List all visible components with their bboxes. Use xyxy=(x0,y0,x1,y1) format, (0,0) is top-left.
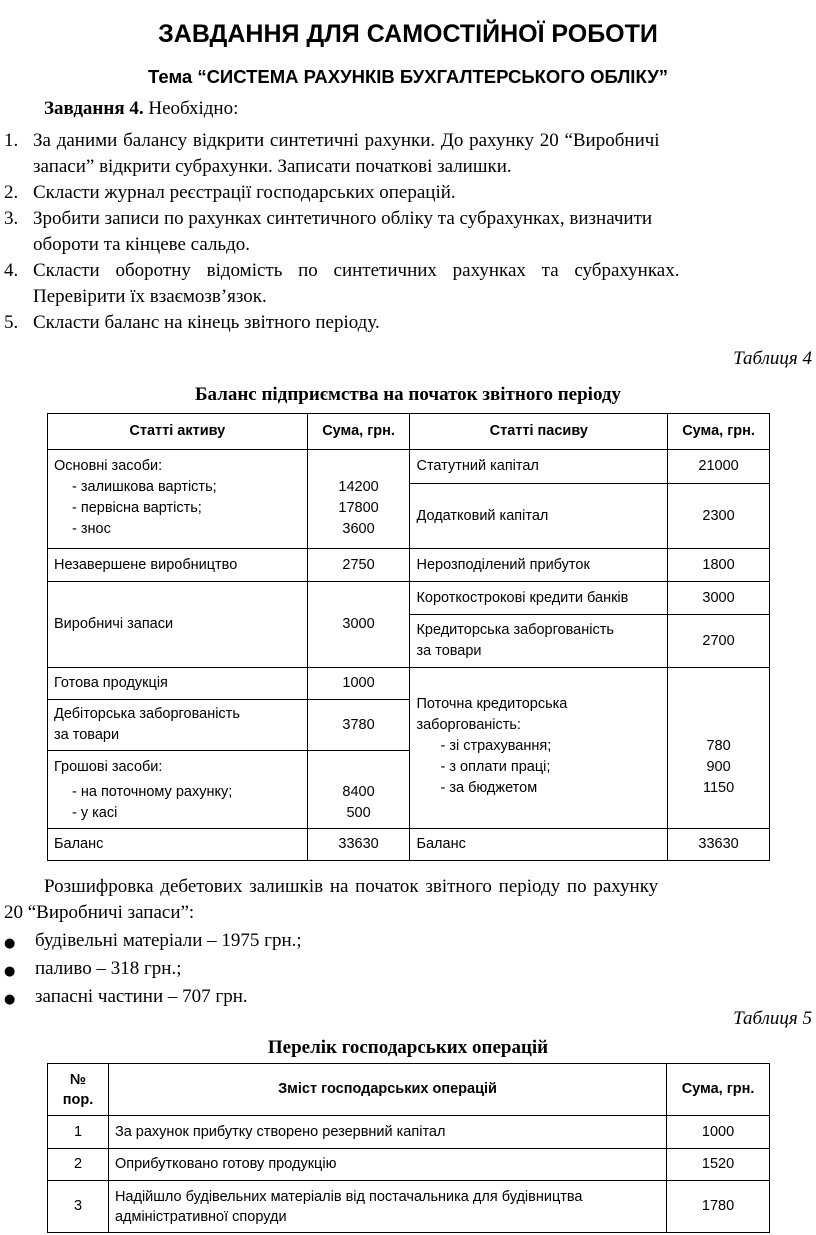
operation-content: Оприбутковано готову продукцію xyxy=(108,1149,666,1181)
list-item-text: паливо – 318 грн.; xyxy=(35,958,182,979)
liability-current-values xyxy=(668,668,770,829)
operation-content-line: адміністративної споруди xyxy=(114,1208,287,1225)
table-header-row xyxy=(48,1064,770,1116)
asset-value: 1000 xyxy=(307,668,410,700)
liability-value: 1150 xyxy=(702,780,735,796)
column-header: Сума, грн. xyxy=(667,1064,770,1116)
paragraph-line: Розшифровка дебетових залишків на початок звітного періоду по рахунку xyxy=(44,876,659,897)
operation-sum: 1000 xyxy=(667,1116,770,1149)
asset-sub-label: - первісна вартість; xyxy=(72,500,202,516)
liability-sub-label: - з оплати праці; xyxy=(440,759,551,775)
asset-sub-label: - у касі xyxy=(72,805,118,821)
list-item-text: запасні частини – 707 грн. xyxy=(35,986,248,1007)
operation-sum: 1780 xyxy=(667,1181,770,1233)
asset-sub-label: - на поточному рахунку; xyxy=(72,784,233,800)
page-title: ЗАВДАННЯ ДЛЯ САМОСТІЙНОЇ РОБОТИ xyxy=(158,20,658,48)
liability-label-line: заборгованість: xyxy=(416,717,521,733)
liability-total-label: Баланс xyxy=(410,829,668,861)
column-header-line: пор. xyxy=(62,1091,94,1108)
task-item-number: 4. xyxy=(4,260,19,281)
liability-value: 1800 xyxy=(668,549,770,582)
asset-value: 2750 xyxy=(307,549,410,582)
asset-value: 8400 xyxy=(342,784,375,800)
liability-total-value: 33630 xyxy=(668,829,770,861)
asset-sub-label: - знос xyxy=(72,521,111,537)
asset-label-line: Дебіторська заборгованість xyxy=(54,706,240,722)
table-row xyxy=(48,450,770,484)
operation-number: 2 xyxy=(48,1149,109,1181)
task-item-number: 2. xyxy=(4,182,19,203)
operation-sum: 1520 xyxy=(667,1149,770,1181)
table5-note: Таблиця 5 xyxy=(733,1008,812,1029)
liability-value: 2700 xyxy=(668,615,770,668)
list-item-text: будівельні матеріали – 1975 грн.; xyxy=(35,930,302,951)
liability-sub-label: - зі страхування; xyxy=(440,738,552,754)
asset-label: Готова продукція xyxy=(48,668,308,700)
asset-label: Незавершене виробництво xyxy=(48,549,308,582)
task-item-line: Скласти оборотну відомість по синтетичних рахунках та субрахунках. xyxy=(33,260,680,281)
asset-value: 17800 xyxy=(338,500,379,516)
asset-value: 14200 xyxy=(338,479,379,495)
balance-table xyxy=(47,413,770,861)
operations-table xyxy=(47,1063,770,1233)
liability-label xyxy=(410,615,668,668)
asset-cash-values xyxy=(307,751,410,829)
task-heading xyxy=(44,96,238,122)
task-item-number: 3. xyxy=(4,208,19,229)
table-row xyxy=(48,668,770,700)
column-header: Сума, грн. xyxy=(668,414,770,450)
asset-label-line: за товари xyxy=(54,727,120,743)
liability-value: 3000 xyxy=(668,582,770,615)
table4-title: Баланс підприємства на початок звітного періоду xyxy=(194,384,622,405)
bullet-icon: ● xyxy=(4,992,16,1007)
liability-value: 780 xyxy=(706,738,731,754)
operation-content: За рахунок прибутку створено резервний капітал xyxy=(108,1116,666,1149)
bullet-icon: ● xyxy=(4,936,16,951)
asset-total-label: Баланс xyxy=(48,829,308,861)
task-item-line: Скласти журнал реєстрації господарських операцій. xyxy=(33,182,456,203)
asset-sub-label: - залишкова вартість; xyxy=(72,479,217,495)
asset-fixed-values xyxy=(307,450,410,549)
column-header: Статті активу xyxy=(48,414,308,450)
liability-label-line: Поточна кредиторська xyxy=(416,696,568,712)
column-header xyxy=(48,1064,109,1116)
table-total-row xyxy=(48,829,770,861)
liability-sub-label: - за бюджетом xyxy=(440,780,538,796)
asset-value: 3000 xyxy=(307,582,410,668)
operation-content xyxy=(108,1181,666,1233)
column-header-line: № xyxy=(69,1071,87,1088)
asset-value: 3600 xyxy=(342,521,375,537)
column-header: Сума, грн. xyxy=(307,414,410,450)
liability-label-line: Кредиторська заборгованість xyxy=(416,622,614,638)
liability-label: Додатковий капітал xyxy=(410,484,668,549)
asset-label: Грошові засоби: xyxy=(54,759,163,775)
table-row xyxy=(48,1116,770,1149)
asset-value: 3780 xyxy=(307,700,410,751)
asset-cash-cell xyxy=(48,751,308,829)
task-item-line: обороти та кінцеве сальдо. xyxy=(33,234,251,255)
asset-label: Виробничі запаси xyxy=(48,582,308,668)
asset-total-value: 33630 xyxy=(307,829,410,861)
paragraph-line: 20 “Виробничі запаси”: xyxy=(4,902,195,923)
task-lead: Необхідно: xyxy=(143,98,239,119)
liability-label: Нерозподілений прибуток xyxy=(410,549,668,582)
list-item xyxy=(4,984,248,1010)
task-item-line: Зробити записи по рахунках синтетичного обліку та субрахунках, визначити xyxy=(33,208,653,229)
table-row xyxy=(48,1149,770,1181)
asset-label: Основні засоби: xyxy=(54,458,163,474)
operation-content-line: Надійшло будівельних матеріалів від постачальника для будівництва xyxy=(114,1188,583,1205)
task-item-number: 1. xyxy=(4,130,19,151)
operation-number: 3 xyxy=(48,1181,109,1233)
task-item-line: запаси” відкрити субрахунки. Записати початкові залишки. xyxy=(33,156,512,177)
liability-value: 21000 xyxy=(668,450,770,484)
task-item-line: Скласти баланс на кінець звітного періоду. xyxy=(33,312,380,333)
topic-heading: Тема “СИСТЕМА РАХУНКІВ БУХГАЛТЕРСЬКОГО ОБЛІКУ” xyxy=(148,66,668,87)
table5-title: Перелік господарських операцій xyxy=(267,1037,549,1058)
table-row xyxy=(48,1181,770,1233)
liability-label-line: за товари xyxy=(416,643,482,659)
task-item-line: За даними балансу відкрити синтетичні рахунки. До рахунку 20 “Виробничі xyxy=(33,130,660,151)
table-row xyxy=(48,582,770,615)
table4-note: Таблиця 4 xyxy=(733,348,812,369)
operation-number: 1 xyxy=(48,1116,109,1149)
liability-value: 2300 xyxy=(668,484,770,549)
liability-current-cell xyxy=(410,668,668,829)
column-header: Статті пасиву xyxy=(410,414,668,450)
list-item xyxy=(4,956,182,982)
asset-value: 500 xyxy=(346,805,371,821)
task-item-line: Перевірити їх взаємозв’язок. xyxy=(33,286,267,307)
column-header: Зміст господарських операцій xyxy=(108,1064,666,1116)
task-item-number: 5. xyxy=(4,312,19,333)
list-item xyxy=(4,928,302,954)
table-row xyxy=(48,549,770,582)
liability-value: 900 xyxy=(706,759,731,775)
liability-label: Короткострокові кредити банків xyxy=(410,582,668,615)
liability-label: Статутний капітал xyxy=(410,450,668,484)
asset-label xyxy=(48,700,308,751)
bullet-icon: ● xyxy=(4,964,16,979)
asset-fixed-cell xyxy=(48,450,308,549)
task-label: Завдання 4. xyxy=(44,98,144,119)
table-header-row xyxy=(48,414,770,450)
